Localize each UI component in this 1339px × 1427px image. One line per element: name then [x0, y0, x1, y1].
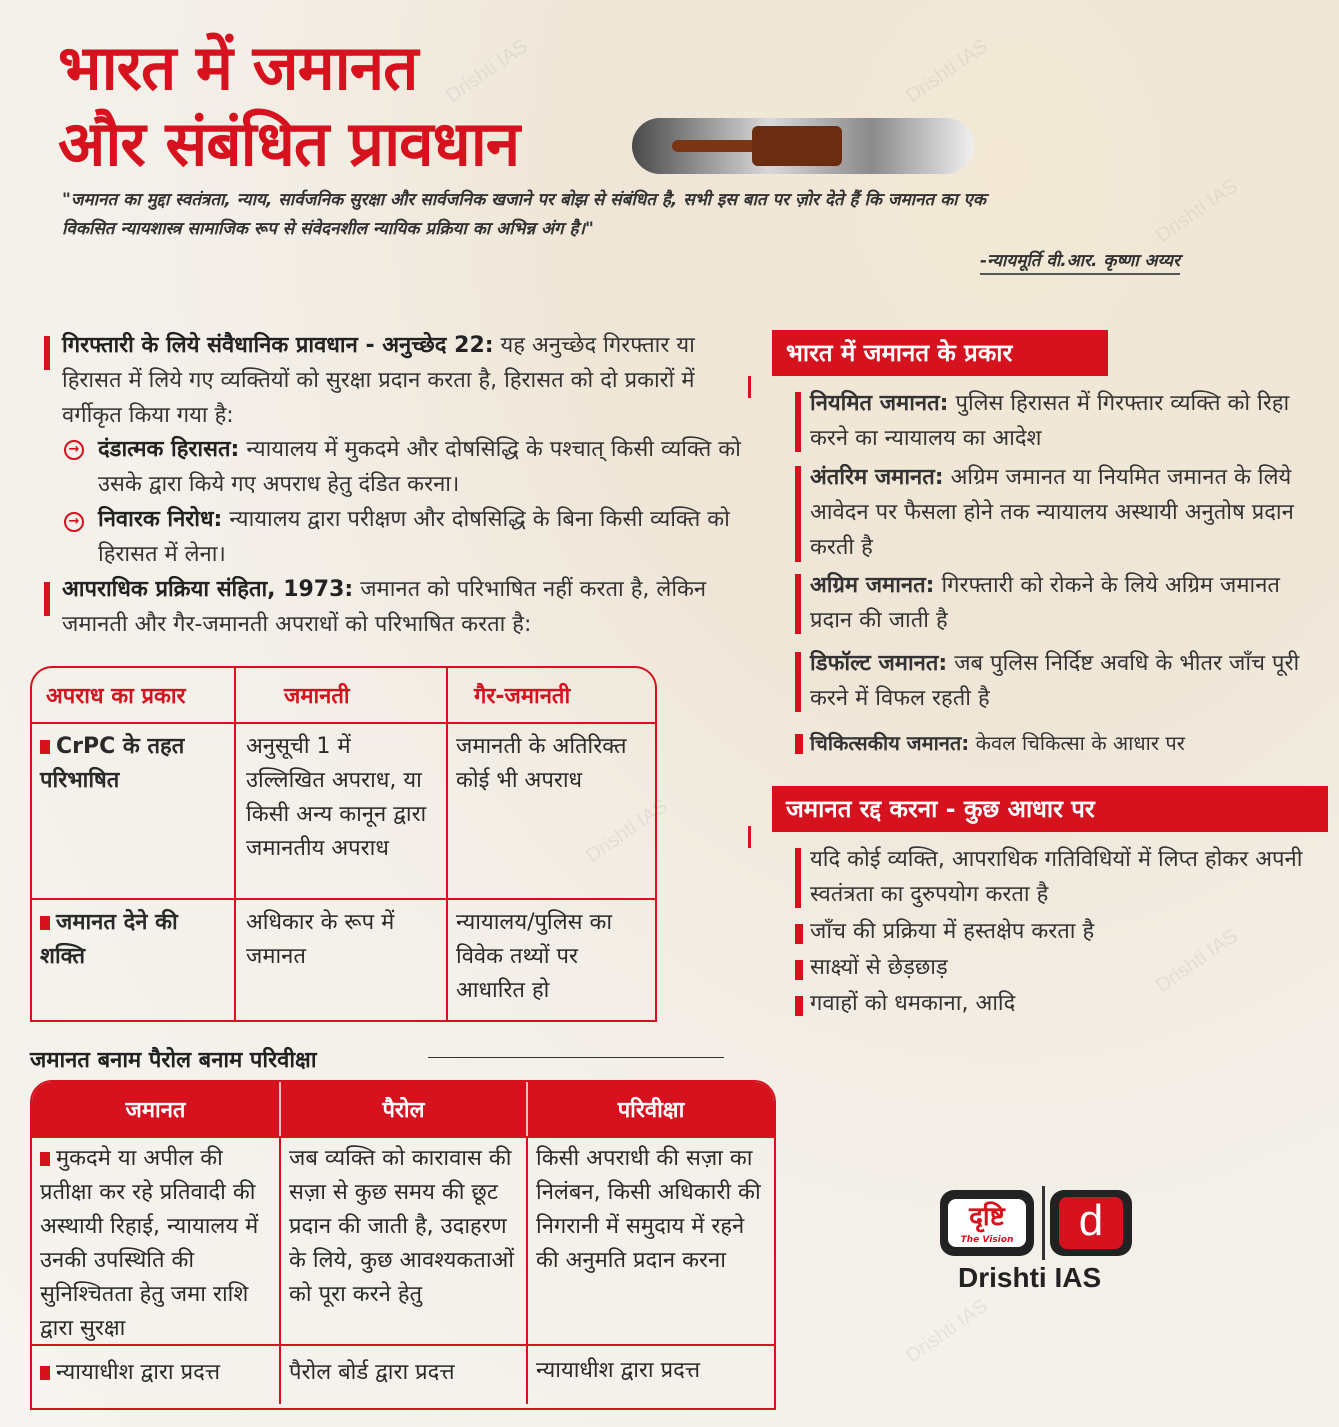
arrow-bullet-icon: → — [64, 512, 84, 532]
watermark: Drishti IAS — [1151, 924, 1242, 998]
cancel-reason: गवाहों को धमकाना, आदि — [810, 991, 1016, 1016]
bail-type-anticipatory: अग्रिम जमानत: गिरफ्तारी को रोकने के लिये अग्रिम जमानत प्रदान की जाती है — [810, 573, 1280, 633]
non-bailable-cell: न्यायालय/पुलिस का विवेक तथ्यों पर आधारित हो — [456, 910, 613, 1003]
preventive-detention-heading: निवारक निरोध: — [98, 507, 223, 532]
quote-author: -न्यायमूर्ति वी.आर. कृष्णा अय्यर — [980, 248, 1180, 275]
header-parole: पैरोल — [281, 1082, 528, 1136]
punitive-detention-text: न्यायालय में मुकदमे और दोषसिद्धि के पश्चात् किसी व्यक्ति को उसके द्वारा किये गए अपराध हेतु दंडित करना। — [98, 437, 741, 497]
bail-type-default: डिफॉल्ट जमानत: जब पुलिस निर्दिष्ट अवधि के भीतर जाँच पूरी करने में विफल रहती है — [810, 651, 1300, 711]
row-label: जमानत देने की शक्ति — [32, 900, 236, 1020]
drishti-logo: दृष्टि The Vision — [940, 1190, 1034, 1256]
bracket — [748, 376, 751, 398]
table-header — [32, 668, 655, 724]
watermark: Drishti IAS — [901, 1294, 992, 1368]
bail-type-interim: अंतरिम जमानत: अग्रिम जमानत या नियमित जमानत के लिये आवेदन पर फैसला होने तक न्यायालय अस्थायी अनुतोष प्रदान करती है — [810, 465, 1294, 560]
cancel-reason: यदि कोई व्यक्ति, आपराधिक गतिविधियों में लिप्त होकर अपनी स्वतंत्रता का दुरुपयोग करता है — [810, 847, 1303, 907]
header-bail: जमानत — [32, 1082, 281, 1136]
header-non-bailable: गैर-जमानती — [474, 684, 571, 709]
article-22-para — [62, 328, 742, 433]
red-bar — [795, 960, 803, 980]
red-bar — [795, 652, 801, 712]
cancel-reason: साक्ष्यों से छेड़छाड़ — [810, 955, 948, 980]
watermark: Drishti IAS — [581, 794, 672, 868]
red-bar — [44, 336, 50, 370]
article-22-heading: गिरफ्तारी के लिये संवैधानिक प्रावधान - अनुच्छेद 22: — [62, 333, 494, 358]
preventive-detention-para — [98, 502, 738, 572]
gavel-icon — [632, 118, 974, 174]
bail-type-regular: नियमित जमानत: पुलिस हिरासत में गिरफ्तार व्यक्ति को रिहा करने का न्यायालय का आदेश — [810, 391, 1290, 451]
bracket — [748, 826, 751, 848]
non-bailable-cell: जमानती के अतिरिक्त कोई भी अपराध — [456, 734, 627, 793]
watermark: Drishti IAS — [901, 34, 992, 108]
table-row — [32, 724, 655, 900]
header-bailable: जमानती — [236, 668, 448, 722]
table-row — [32, 1344, 774, 1404]
crpc-text: जमानत को परिभाषित नहीं करता है, लेकिन जमानती और गैर-जमानती अपराधों को परिभाषित करता है: — [62, 577, 707, 637]
watermark: Drishti IAS — [441, 34, 532, 108]
header-probation: परिवीक्षा — [617, 1098, 685, 1123]
parole-cell: जब व्यक्ति को कारावास की सज़ा से कुछ समय की छूट प्रदान की जाती है, उदाहरण के लिये, कुछ आवश्यकताओं को पूरा करने हेतु — [281, 1138, 528, 1344]
parole-cell: पैरोल बोर्ड द्वारा प्रदत्त — [281, 1346, 528, 1404]
page-title — [58, 30, 519, 182]
bail-type-medical: चिकित्सकीय जमानत: केवल चिकित्सा के आधार पर — [810, 731, 1185, 755]
arrow-bullet-icon: → — [64, 440, 84, 460]
probation-cell: किसी अपराधी की सज़ा का निलंबन, किसी अधिकारी की निगरानी में समुदाय में रहने की अनुमति प्रदान करना — [536, 1146, 761, 1273]
red-bar — [795, 924, 803, 944]
title-line-1: भारत में जमानत — [58, 31, 418, 104]
table-row — [32, 900, 655, 1020]
crpc-heading: आपराधिक प्रक्रिया संहिता, 1973: — [62, 577, 354, 602]
red-bar — [795, 392, 801, 452]
red-bar — [44, 582, 50, 616]
punitive-detention-heading: दंडात्मक हिरासत: — [98, 437, 240, 462]
punitive-detention-para — [98, 432, 758, 502]
d-logo-icon: d — [1050, 1190, 1132, 1256]
header-offence-type: अपराध का प्रकार — [32, 668, 236, 722]
article-22-text: यह अनुच्छेद गिरफ्तार या हिरासत में लिये गए व्यक्तियों को सुरक्षा प्रदान करता है, हिरासत को दो प्रकारों में वर्गीकृत किया गया है: — [62, 333, 695, 428]
quote: "जमानत का मुद्दा स्वतंत्रता, न्याय, सार्वजनिक सुरक्षा और सार्वजनिक खजाने पर बोझ से संबंधित है, सभी इस बात पर ज़ोर देते हैं कि जमानत का एक विकसित न्यायशास्त्र सामाजिक रूप से संवेदनशील न्यायिक प्रक्रिया का अभिन्न अंग है।" — [62, 190, 986, 239]
comparison-title: जमानत बनाम पैरोल बनाम परिवीक्षा — [30, 1048, 317, 1073]
preventive-detention-text: न्यायालय द्वारा परीक्षण और दोषसिद्धि के बिना किसी व्यक्ति को हिरासत में लेना। — [98, 507, 730, 567]
bail-types-heading: भारत में जमानत के प्रकार — [772, 330, 1108, 376]
logo-divider — [1042, 1186, 1045, 1260]
title-line-2: और संबंधित प्रावधान — [58, 107, 520, 180]
table-row — [32, 1136, 774, 1344]
red-bar — [795, 996, 803, 1016]
offence-type-table — [30, 666, 657, 1022]
probation-cell: न्यायाधीश द्वारा प्रदत्त — [536, 1358, 701, 1383]
brand-name: Drishti IAS — [958, 1262, 1102, 1293]
cancel-reason: जाँच की प्रक्रिया में हस्तक्षेप करता है — [810, 919, 1095, 944]
bail-cell: न्यायाधीश द्वारा प्रदत्त — [32, 1346, 281, 1404]
bailable-cell: अधिकार के रूप में जमानत — [236, 900, 448, 1020]
watermark: Drishti IAS — [1151, 174, 1242, 248]
red-bar — [795, 734, 803, 754]
divider — [428, 1057, 724, 1058]
red-bar — [795, 466, 801, 562]
row-label: CrPC के तहत परिभाषित — [32, 724, 236, 898]
bail-cancellation-heading: जमानत रद्द करना - कुछ आधार पर — [772, 786, 1328, 832]
table-header — [32, 1082, 774, 1136]
red-bar — [795, 574, 801, 634]
crpc-para — [62, 572, 762, 642]
red-bar — [795, 848, 801, 908]
bail-parole-probation-table — [30, 1080, 776, 1410]
bailable-cell: अनुसूची 1 में उल्लिखित अपराध, या किसी अन्य कानून द्वारा जमानतीय अपराध — [236, 724, 448, 898]
bail-cell: मुकदमे या अपील की प्रतीक्षा कर रहे प्रतिवादी की अस्थायी रिहाई, न्यायालय में उनकी उपस्थिति की सुनिश्चितता हेतु जमा राशि द्वारा सुरक्षा — [32, 1138, 281, 1344]
